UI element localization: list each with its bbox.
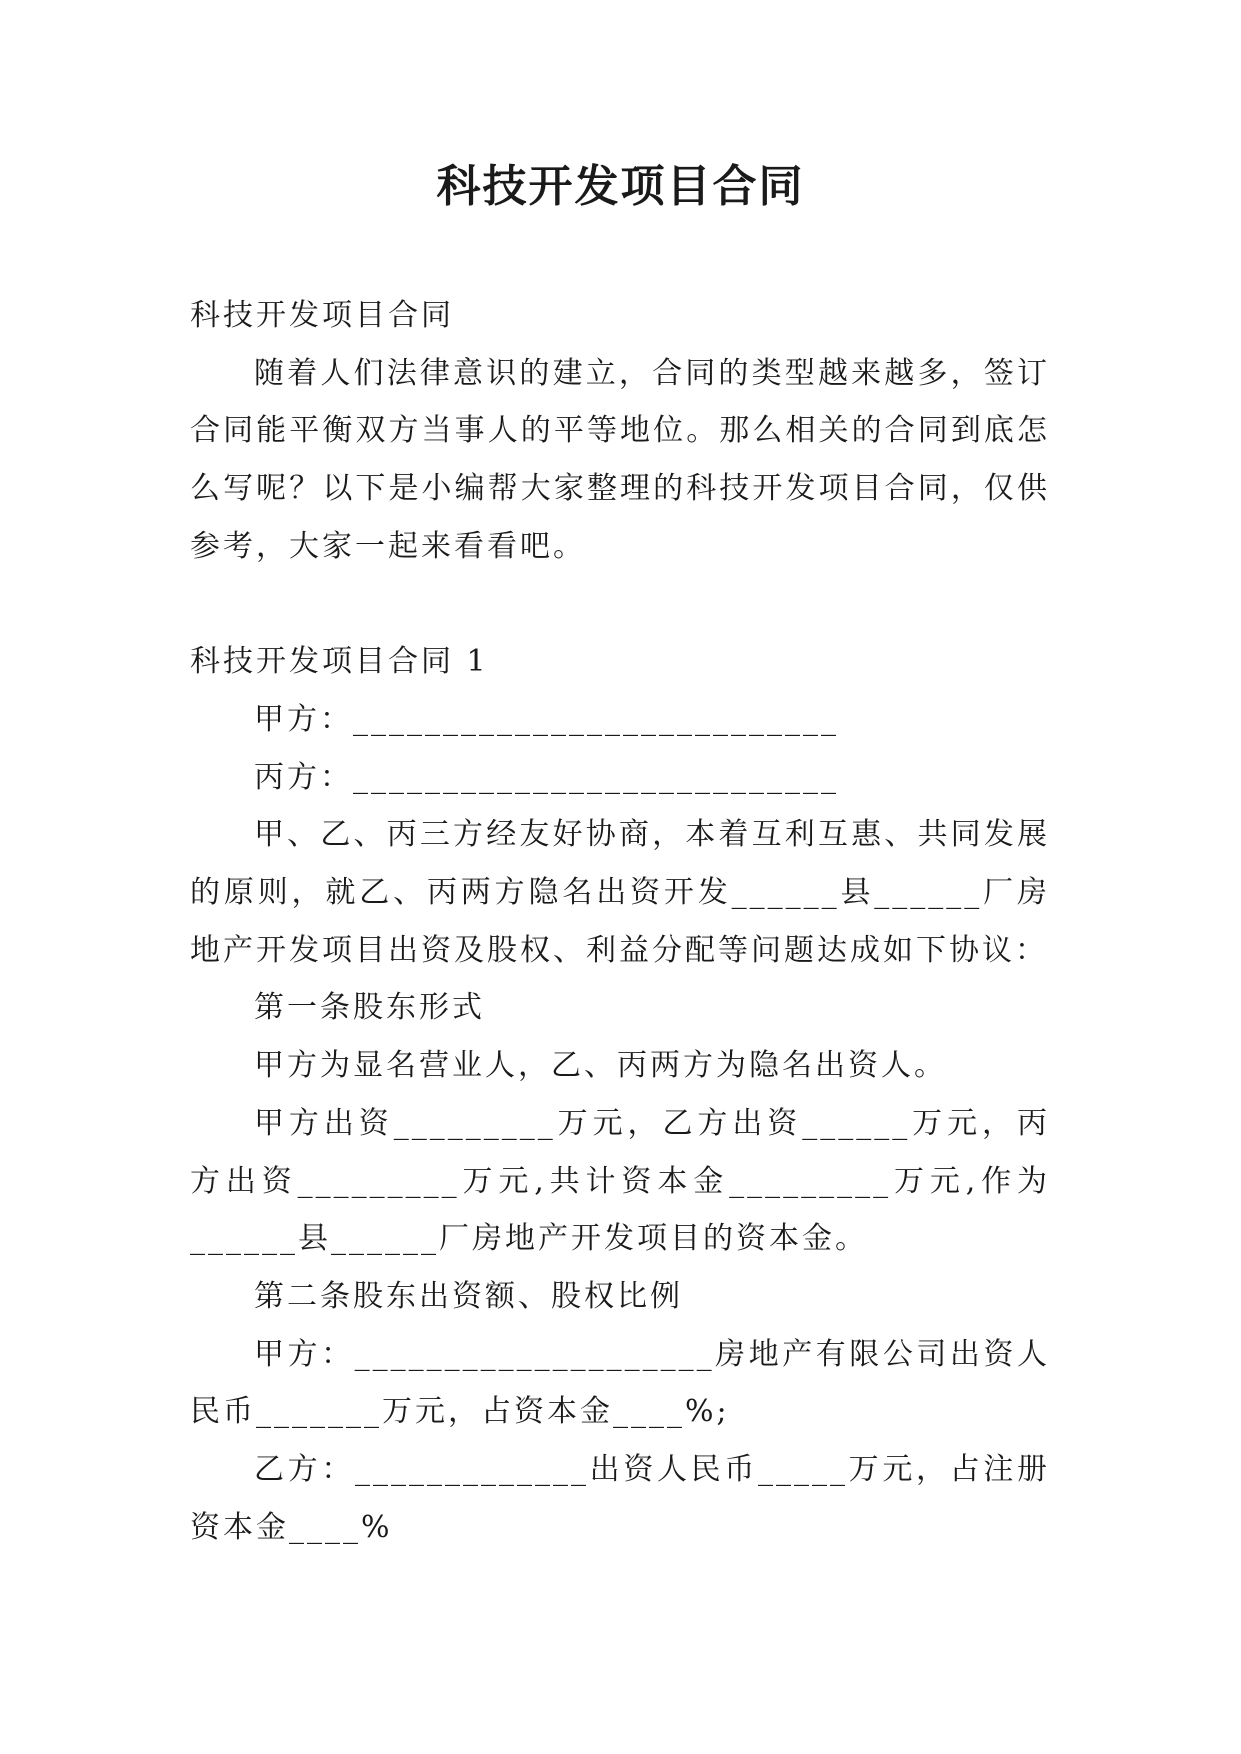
article-1-heading: 第一条股东形式 <box>254 990 485 1026</box>
document-body <box>190 287 1050 1556</box>
spacer <box>190 576 1050 634</box>
article-1-text-1: 甲方为显名营业人，乙、丙两方为隐名出资人。 <box>254 1048 947 1084</box>
article-2-party-b: 乙方：_____________出资人民币_____万元，占注册资本金____% <box>190 1452 1050 1545</box>
document-title: 科技开发项目合同 <box>436 161 805 212</box>
intro-paragraph: 随着人们法律意识的建立，合同的类型越来越多，签订合同能平衡双方当事人的平等地位。那么相关的合同到底怎么写呢？以下是小编帮大家整理的科技开发项目合同，仅供参考，大家一起来看看吧。 <box>190 355 1050 564</box>
preamble-paragraph: 甲、乙、丙三方经友好协商，本着互利互惠、共同发展的原则，就乙、丙两方隐名出资开发______县______厂房地产开发项目出资及股权、利益分配等问题达成如下协议： <box>190 817 1050 968</box>
section-heading-intro: 科技开发项目合同 <box>190 298 454 333</box>
article-2-heading: 第二条股东出资额、股权比例 <box>254 1278 683 1314</box>
section-heading-contract-1: 科技开发项目合同 1 <box>190 644 489 680</box>
article-2-party-a: 甲方：____________________房地产有限公司出资人民币_______万元，占资本金____%; <box>190 1336 1050 1430</box>
party-a-line: 甲方：___________________________ <box>254 701 839 737</box>
party-c-line: 丙方：___________________________ <box>254 759 839 795</box>
article-1-text-2: 甲方出资_________万元，乙方出资______万元，丙方出资_________万元,共计资本金_________万元,作为______县______厂房地产开发项目的资本金。 <box>190 1105 1050 1257</box>
